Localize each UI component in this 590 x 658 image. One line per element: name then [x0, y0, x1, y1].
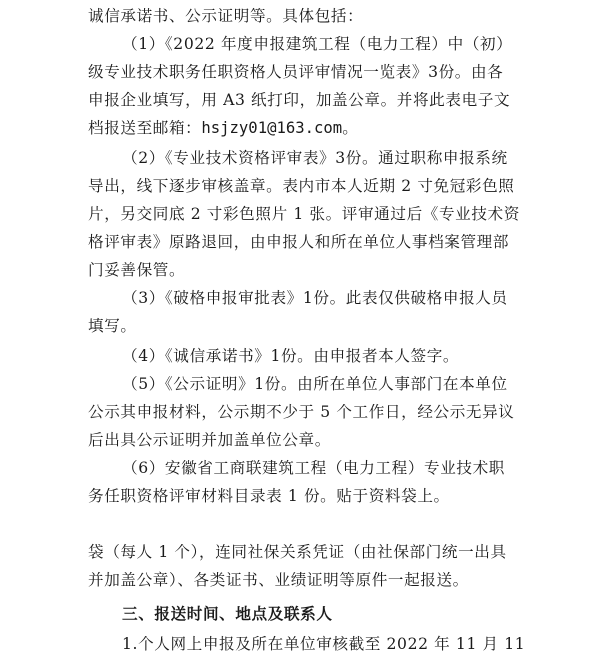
- paragraph-line: 后出具公示证明并加盖单位公章。: [88, 431, 331, 449]
- paragraph-line: （6）安徽省工商联建筑工程（电力工程）专业技术职: [122, 459, 505, 477]
- paragraph-line: 级专业技术职务任职资格人员评审情况一览表》3份。由各: [88, 63, 504, 81]
- paragraph-line: 片，另交同底 2 寸彩色照片 1 张。评审通过后《专业技术资: [88, 205, 520, 223]
- paragraph-line: 申报企业填写，用 A3 纸打印，加盖公章。并将此表电子文: [88, 91, 511, 109]
- email-suffix: 。: [342, 119, 359, 137]
- paragraph-line: 填写。: [88, 317, 137, 335]
- paragraph-line: 并加盖公章）、各类证书、业绩证明等原件一起报送。: [88, 571, 469, 589]
- paragraph-line: 务任职资格评审材料目录表 1 份。贴于资料袋上。: [88, 487, 450, 505]
- paragraph-line: （3）《破格申报审批表》1份。此表仅供破格申报人员: [122, 289, 508, 307]
- paragraph-line: 格评审表》原路退回，由申报人和所在单位人事档案管理部: [88, 233, 510, 251]
- email-prefix: 档报送至邮箱：: [88, 119, 202, 137]
- item-1-text: （1）《2022 年度申报建筑工程（电力工程）中（初）: [122, 35, 513, 53]
- paragraph-line: （4）《诚信承诺书》1份。由申报者本人签字。: [122, 347, 460, 365]
- paragraph-line: 诚信承诺书、公示证明等。具体包括：: [88, 7, 364, 25]
- paragraph-line: [122, 34, 512, 54]
- paragraph-line: （2）《专业技术资格评审表》3份。通过职称申报系统: [122, 149, 508, 167]
- paragraph-line: 门妥善保管。: [88, 261, 186, 279]
- paragraph-line: 公示其申报材料，公示期不少于 5 个工作日，经公示无异议: [88, 403, 515, 421]
- paragraph-line: （5）《公示证明》1份。由所在单位人事部门在本单位: [122, 375, 508, 393]
- section-heading: 三、报送时间、地点及联系人: [122, 605, 333, 623]
- paragraph-line: 导出，线下逐步审核盖章。表内市本人近期 2 寸免冠彩色照: [88, 177, 515, 195]
- paragraph-line: 1.个人网上申报及所在单位审核截至 2022 年 11 月 11: [122, 635, 526, 653]
- paragraph-line: 袋（每人 1 个），连同社保关系凭证（由社保部门统一出具: [88, 543, 507, 561]
- paragraph-line: [88, 118, 358, 138]
- email-address: hsjzy01@163.com: [201, 119, 343, 137]
